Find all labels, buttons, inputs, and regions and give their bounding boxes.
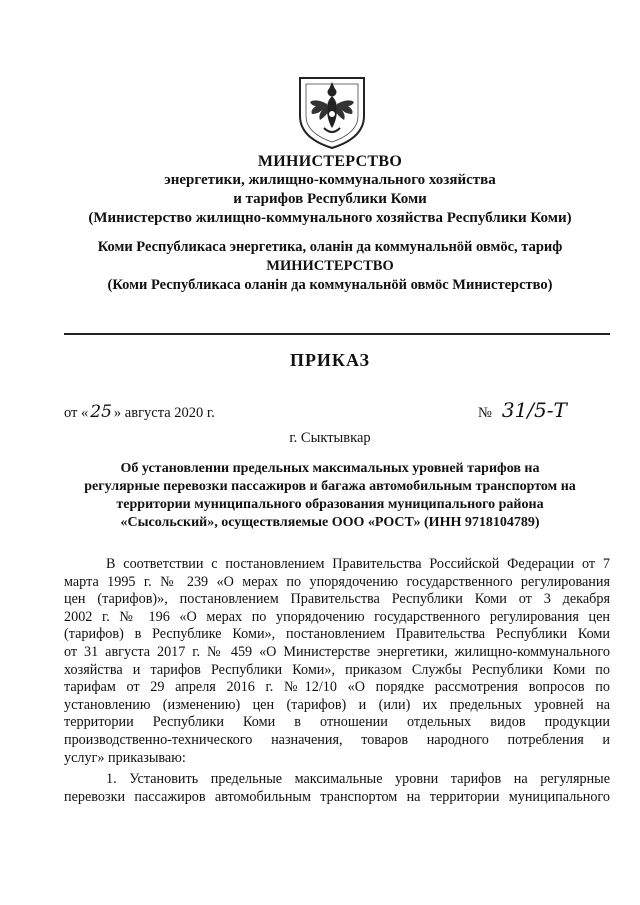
komi-short-name: (Коми Республикаса оланін да коммунальнӧй овмӧс Министерство) [107,277,553,293]
body-paragraph-item-1 [64,771,610,806]
subject-line: регулярные перевозки пассажиров и багажа автомобильным транспортом на [84,479,576,494]
subject-line: «Сысольский», осуществляемые ООО «РОСТ» (ИНН 9718104789) [120,515,540,530]
body-line: от 31 августа 2017 г. № 459 «О Министерстве энергетики, жилищно-коммунального [64,643,610,660]
body-line: хозяйства и тарифов Республики Коми», приказом Службы Республики Коми по [64,661,610,678]
komi-name-line: Коми Республикаса энергетика, оланін да коммунальнӧй овмӧс, тариф [97,239,563,255]
body-paragraph-preamble [64,556,610,767]
body-line: 2002 г. № 196 «О мерах по упорядочению государственного регулирования цен [64,608,610,625]
order-title: ПРИКАЗ [289,350,371,370]
ministry-header-komi [60,238,600,295]
ministry-name-line: энергетики, жилищно-коммунального хозяйства [164,172,496,188]
body-line: В соответствии с постановлением Правительства Российской Федерации от 7 [106,556,610,572]
ministry-header-russian [60,152,600,228]
body-line: (тарифов) в Республике Коми», постановлением Правительства Республики Коми [64,626,610,643]
order-number [478,398,569,422]
order-date [64,402,215,422]
header-divider [64,333,610,335]
ministry-name-line: и тарифов Республики Коми [233,191,427,207]
date-suffix: » августа 2020 г. [113,405,215,421]
date-day-handwritten: 25 [90,402,112,422]
ministry-short-name: (Министерство жилищно-коммунального хозяйства Республики Коми) [88,210,572,226]
body-line: перевозки пассажиров автомобильным транспортом на территории муниципального [64,788,610,805]
subject-line: территории муниципального образования муниципального района [116,497,544,512]
komi-title: МИНИСТЕРСТВО [266,258,394,274]
body-line: установлению (изменению) цен (тарифов) и (или) их предельных уровней на [64,696,610,713]
order-subject [60,460,600,532]
order-number-handwritten: 31/5-Т [501,398,567,422]
body-line: цен (тарифов)», постановлением Правительства Республики Коми от 3 декабря [64,591,610,608]
date-prefix: от « [64,405,89,421]
body-line: территории Республики Коми в отношении отдельных видов продукции [64,714,610,731]
body-line: услуг» приказываю: [64,749,186,766]
coat-of-arms-emblem [296,72,368,150]
body-line: 1. Установить предельные максимальные уровни тарифов на регулярные [106,771,610,787]
body-line: тарифам от 29 апреля 2016 г. №12/10 «О порядке рассмотрения вопросов по [64,679,610,696]
order-city: г. Сыктывкар [289,430,371,446]
subject-line: Об установлении предельных максимальных уровней тарифов на [120,461,540,476]
ministry-title: МИНИСТЕРСТВО [257,153,403,170]
number-sign: № [478,405,492,421]
body-line: марта 1995 г. № 239 «О мерах по упорядочению государственного регулирования [64,573,610,590]
body-line: производственно-технического назначения, товаров народного потребления и [64,731,610,748]
